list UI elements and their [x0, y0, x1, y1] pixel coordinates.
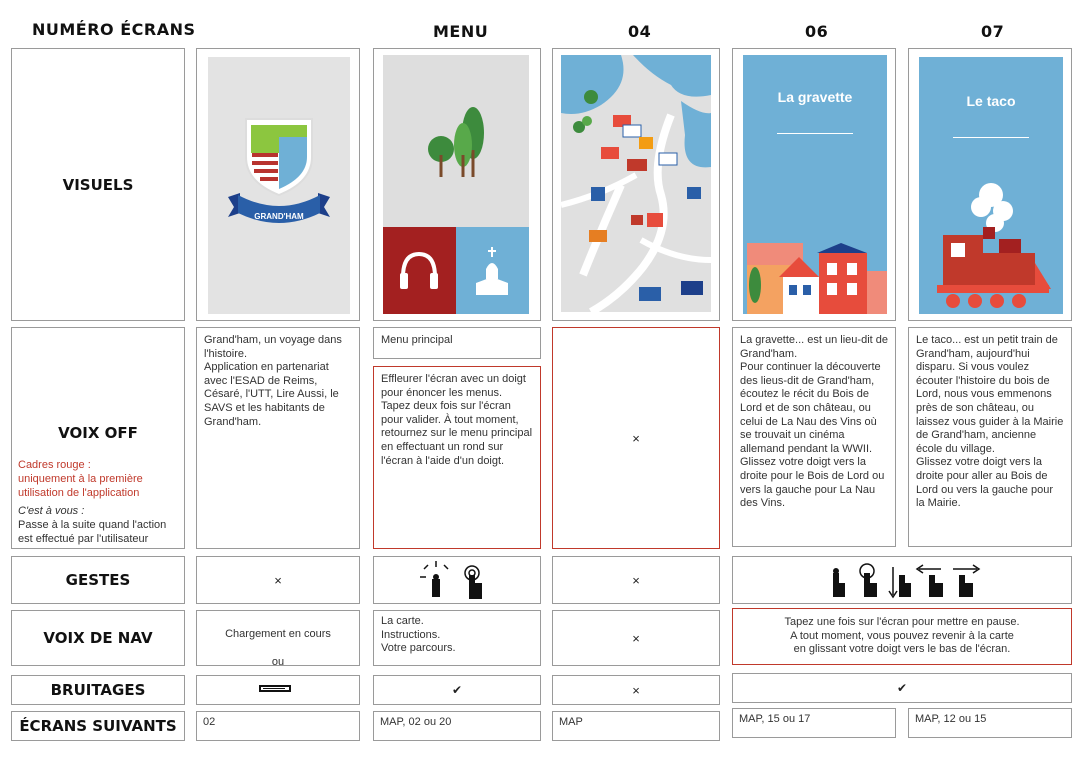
column-header-06: 06 — [805, 22, 829, 41]
train-illustration — [919, 57, 1063, 314]
bruitages-menu: ✔ — [373, 675, 541, 705]
map-illustration — [561, 55, 711, 312]
voix-off-07: Le taco... est un petit train de Grand'ham, aujourd'hui disparu. Si vous voulez écouter l'histoire du bois de Lord, nous vous emmenons près de son château, ou laissez vous guider à la Mairie de Grand'ham, ancienne école du village. Glissez votre doigt vers la droite pour aller au Bois de Lord ou vers la gauche pour la Mairie. — [908, 327, 1072, 547]
tap-hand-icon — [833, 568, 845, 597]
column-header-07: 07 — [981, 22, 1005, 41]
legend-yours-title: C'est à vous : — [18, 505, 85, 517]
suivants-menu: MAP, 02 ou 20 — [373, 711, 541, 741]
gesture-icons-06-07 — [733, 557, 1073, 605]
swipe-multi-direction-icon — [420, 561, 448, 597]
row-label-voix-off-box — [11, 327, 185, 549]
voix-nav-04: × — [552, 610, 720, 666]
headphones-icon — [383, 227, 456, 314]
menu-tile-church[interactable] — [456, 227, 529, 314]
visual-07-cell — [908, 48, 1072, 321]
gestes-06-07 — [732, 556, 1072, 604]
loading-bar-icon — [259, 685, 291, 692]
visual-intro-screen — [208, 57, 350, 314]
legend-yours — [18, 504, 180, 546]
visual-06-cell — [732, 48, 896, 321]
suivants-07: MAP, 12 ou 15 — [908, 708, 1072, 738]
church-icon — [456, 227, 529, 314]
bruitages-04: × — [552, 675, 720, 705]
screen-07 — [919, 57, 1063, 314]
suivants-intro: 02 — [196, 711, 360, 741]
row-label-visuels: VISUELS — [11, 48, 185, 321]
legend-red-text: uniquement à la première utilisation de l'application — [18, 473, 143, 499]
row-label-bruitages: BRUITAGES — [11, 675, 185, 705]
row-label-voix-off: VOIX OFF — [58, 424, 138, 442]
gesture-icons-menu — [374, 557, 542, 605]
gestes-04: × — [552, 556, 720, 604]
column-header-menu: MENU — [433, 22, 489, 41]
voix-nav-intro-line1: Chargement en cours — [225, 628, 331, 640]
double-tap-hand-icon — [860, 564, 877, 597]
legend-yours-text: Passe à la suite quand l'action est effectué par l'utilisateur — [18, 519, 167, 545]
column-header-04: 04 — [628, 22, 652, 41]
map-screen — [561, 55, 711, 312]
grandham-logo-icon — [208, 57, 350, 314]
visual-intro-cell — [196, 48, 360, 321]
menu-screen-top — [383, 55, 529, 227]
voix-off-intro: Grand'ham, un voyage dans l'histoire. Application en partenariat avec l'ESAD de Reims, Césaré, l'UTT, Lire Aussi, le SAVS et les habitants de Grand'ham. — [196, 327, 360, 549]
voix-nav-intro-line2: ou — [271, 656, 285, 668]
screen-07-title: Le taco — [966, 93, 1016, 109]
voix-off-menu-label: Menu principal — [373, 327, 541, 359]
trees-icon — [383, 55, 529, 227]
legend-red — [18, 458, 180, 500]
row-label-gestes: GESTES — [11, 556, 185, 604]
bruitages-06-07: ✔ — [732, 673, 1072, 703]
voix-nav-intro — [196, 610, 360, 666]
visual-04-cell — [552, 48, 720, 321]
screen-06 — [743, 55, 887, 314]
gestes-menu — [373, 556, 541, 604]
swipe-left-icon — [917, 565, 943, 597]
voix-off-06: La gravette... est un lieu-dit de Grand'ham. Pour continuer la découverte des lieus-dit de Grand'ham, écoutez le récit du Bois de Lord et de son château, ou celui de La Nau des Vins où se trouvait un cinéma allemand pendant la WWII. Glissez votre doigt vers la droite pour le Bois de Lord ou vers la gauche pour La Nau des Vins. — [732, 327, 896, 547]
voix-off-menu-instructions: Effleurer l'écran avec un doigt pour énoncer les menus. Tapez deux fois sur l'écran pour valider. À tout moment, retournez sur le menu principal en effectuant un rond sur l'écran à l'aide d'un doigt. — [373, 366, 541, 549]
row-label-ecrans-suivants: ÉCRANS SUIVANTS — [11, 711, 185, 741]
row-header-title: NUMÉRO ÉCRANS — [32, 20, 196, 39]
suivants-04: MAP — [552, 711, 720, 741]
voix-nav-06-07: Tapez une fois sur l'écran pour mettre en pause. A tout moment, vous pouvez revenir à la carte en glissant votre doigt vers le bas de l'écran. — [732, 608, 1072, 665]
suivants-06: MAP, 15 ou 17 — [732, 708, 896, 738]
menu-tile-audio[interactable] — [383, 227, 456, 314]
screen-06-title: La gravette — [777, 89, 853, 105]
logo-text: GRAND'HAM — [254, 212, 304, 221]
voix-nav-menu: La carte. Instructions. Votre parcours. — [373, 610, 541, 666]
tap-hand-icon — [465, 566, 482, 599]
voix-off-04: × — [552, 327, 720, 549]
houses-illustration — [743, 55, 887, 314]
visual-menu-cell — [373, 48, 541, 321]
swipe-right-icon — [953, 565, 979, 597]
loading-bar-fill — [263, 688, 285, 689]
row-label-voix-de-nav: VOIX DE NAV — [11, 610, 185, 666]
gestes-intro: × — [196, 556, 360, 604]
swipe-down-icon — [889, 567, 911, 597]
legend-red-title: Cadres rouge : — [18, 459, 91, 471]
bruitages-intro — [196, 675, 360, 705]
